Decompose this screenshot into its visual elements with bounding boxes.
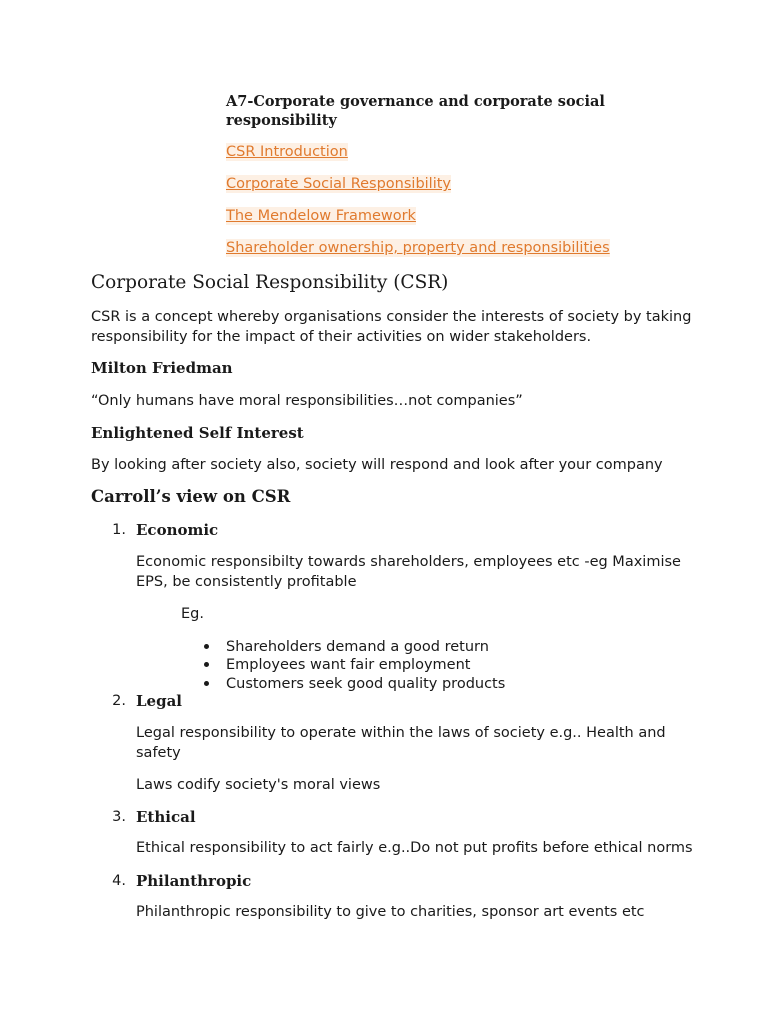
toc-link-mendelow-framework[interactable]: The Mendelow Framework [226, 208, 416, 224]
list-number: 4. [112, 873, 126, 889]
list-number: 2. [112, 693, 126, 709]
toc-link-corporate-social-responsibility[interactable]: Corporate Social Responsibility [226, 176, 451, 192]
legal-desc-line-1: Legal responsibility to operate within the laws of society e.g.. Health and [136, 725, 666, 741]
item-title-ethical: Ethical [136, 808, 196, 826]
legal-desc-line-2: safety [136, 745, 181, 761]
item-title-philanthropic: Philanthropic [136, 872, 252, 890]
bullet-item-employees: Employees want fair employment [226, 657, 471, 673]
bullet-icon [204, 662, 209, 667]
eg-label: Eg. [181, 606, 204, 622]
esi-heading: Enlightened Self Interest [91, 424, 304, 442]
friedman-quote: “Only humans have moral responsibilities…not companies” [91, 393, 523, 409]
bullet-item-customers: Customers seek good quality products [226, 676, 506, 692]
item-title-legal: Legal [136, 692, 182, 710]
economic-desc-line-2: EPS, be consistently profitable [136, 574, 357, 590]
toc-link-shareholder-ownership[interactable]: Shareholder ownership, property and responsibilities [226, 240, 610, 256]
section-heading: Corporate Social Responsibility (CSR) [91, 272, 449, 293]
legal-extra: Laws codify society's moral views [136, 777, 381, 793]
ethical-desc: Ethical responsibility to act fairly e.g..Do not put profits before ethical norms [136, 840, 693, 856]
list-number: 1. [112, 522, 126, 538]
item-title-economic: Economic [136, 521, 219, 539]
document-title: A7-Corporate governance and corporate social responsibility [226, 93, 605, 129]
economic-desc-line-1: Economic responsibilty towards shareholders, employees etc -eg Maximise [136, 554, 681, 570]
bullet-icon [204, 644, 209, 649]
list-number: 3. [112, 809, 126, 825]
bullet-icon [204, 681, 209, 686]
intro-line-2: responsibility for the impact of their activities on wider stakeholders. [91, 329, 592, 345]
toc-link-csr-introduction[interactable]: CSR Introduction [226, 144, 348, 160]
bullet-item-shareholders: Shareholders demand a good return [226, 639, 489, 655]
carroll-heading: Carroll’s view on CSR [91, 487, 291, 506]
philanthropic-desc: Philanthropic responsibility to give to charities, sponsor art events etc [136, 904, 645, 920]
intro-line-1: CSR is a concept whereby organisations consider the interests of society by taking [91, 309, 692, 325]
esi-text: By looking after society also, society will respond and look after your company [91, 457, 663, 473]
friedman-heading: Milton Friedman [91, 359, 233, 377]
